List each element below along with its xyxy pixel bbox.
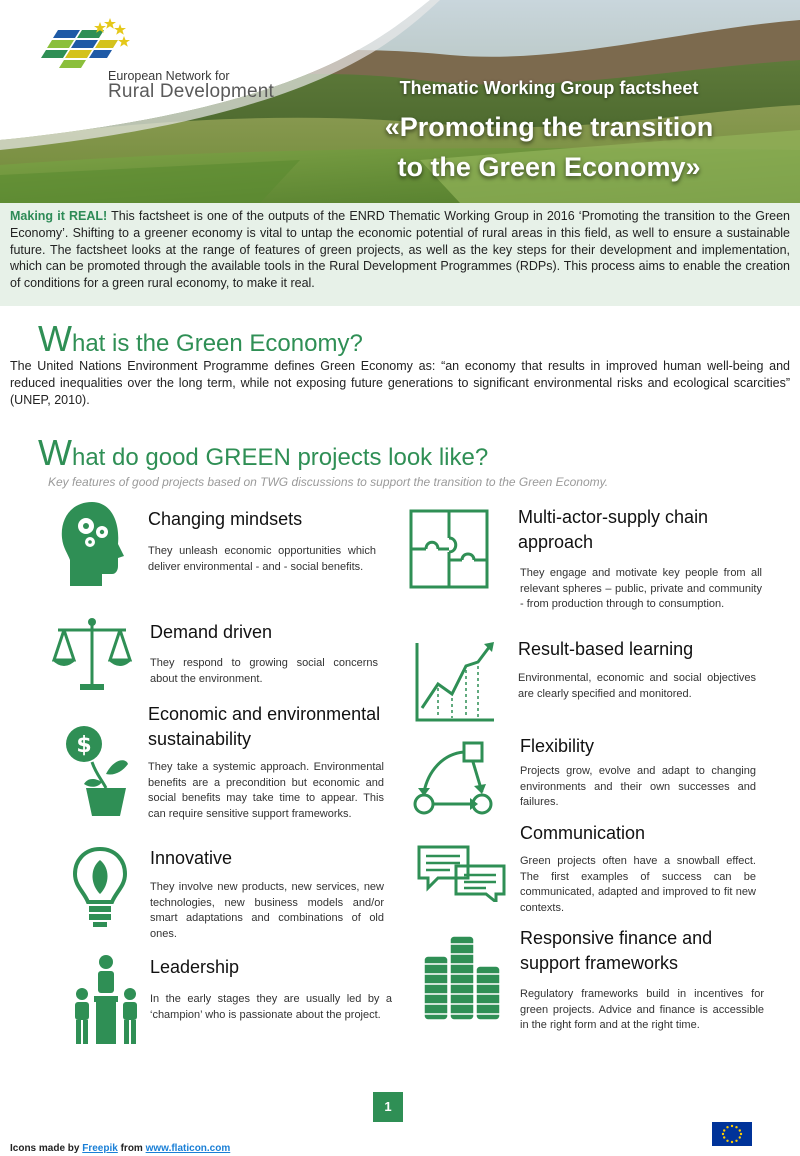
svg-text:$: $	[76, 733, 92, 758]
title-line-2: to the Green Economy»	[397, 152, 701, 182]
feature-title: Communication	[520, 823, 646, 843]
flow-cycle-icon	[412, 740, 494, 818]
growth-chart-icon	[414, 640, 496, 724]
feature-title: Leadership	[150, 957, 240, 977]
icon-credit	[10, 1143, 230, 1154]
feature-text: Environmental, economic and social objectives are clearly specified and monitored.	[518, 672, 756, 700]
puzzle-icon	[408, 508, 490, 590]
feature-text: They engage and motivate key people from all relevant spheres – public, private and community - from production through to consumption.	[520, 567, 762, 611]
section-heading-green-projects	[38, 432, 488, 474]
eu-flag-icon	[712, 1122, 752, 1146]
feature-title: Result-based learning	[518, 639, 694, 659]
leader-podium-icon	[72, 954, 140, 1046]
section-subtitle: Key features of good projects based on TWG discussions to support the transition to the Green Economy.	[48, 475, 609, 489]
section-heading-green-economy	[38, 318, 363, 360]
feature-text: In the early stages they are usually led by a ‘champion’ who is passionate about the project.	[150, 993, 392, 1021]
heading-rest: hat do good GREEN projects look like?	[71, 444, 489, 471]
feature-title: Multi-actor-supply chain approach	[518, 507, 709, 552]
page-number: 1	[373, 1092, 403, 1122]
intro-text: This factsheet is one of the outputs of the ENRD Thematic Working Group in 2016 ‘Promoting the transition to the Green Economy’. Shifting to a greener economy is vital to untap the economic potential of rural areas in this field, as well to ensure a sustainable future. The factsheet looks at the range of features of green projects, as well as the key steps for their development and implementation, which can be promoted through the available tools in the Rural Development Programmes (RDPs). This process aims to enable the creation of conditions for a green rural economy, to make it real.	[10, 209, 790, 291]
feature-title: Innovative	[150, 848, 233, 868]
factsheet-label: Thematic Working Group factsheet	[399, 78, 699, 98]
credit-prefix: Icons made by	[10, 1143, 83, 1154]
org-name-line2: Rural Development	[108, 81, 275, 102]
feature-text: They unleash economic opportunities which deliver environmental - and - social benefits.	[148, 545, 376, 573]
feature-text: They respond to growing social concerns about the environment.	[150, 657, 378, 685]
speech-bubbles-icon	[416, 844, 508, 902]
head-gears-icon	[58, 500, 128, 588]
header-banner	[0, 0, 800, 203]
money-plant-icon	[62, 722, 132, 818]
lightbulb-leaf-icon	[72, 846, 128, 928]
page-title	[340, 107, 758, 187]
scales-icon	[50, 614, 134, 698]
feature-text: Regulatory frameworks build in incentives for green projects. Advice and finance is accessible in the right form and at the right time.	[520, 988, 764, 1032]
title-line-1: «Promoting the transition	[384, 112, 714, 142]
intro-box	[0, 203, 800, 306]
intro-lead: Making it REAL!	[10, 209, 108, 223]
feature-title: Economic and environmental sustainability	[148, 704, 381, 749]
feature-title: Demand driven	[150, 622, 273, 642]
freepik-link[interactable]: Freepik	[82, 1143, 118, 1154]
heading-initial: W	[38, 318, 72, 359]
heading-initial: W	[38, 432, 72, 473]
feature-text: Green projects often have a snowball effect. The first examples of success can be communicated, adapted and improved to fit new contexts.	[520, 855, 756, 914]
feature-title: Responsive finance and support frameworks	[520, 928, 713, 973]
credit-mid: from	[117, 1143, 146, 1154]
feature-title: Changing mindsets	[148, 509, 303, 529]
feature-text: They take a systemic approach. Environmental benefits are a precondition but economic and social benefits may take time to appear. This can require sensitive support frameworks.	[148, 761, 384, 820]
heading-rest: hat is the Green Economy?	[71, 330, 363, 357]
feature-text: Projects grow, evolve and adapt to changing environments and their own successes and failures.	[520, 765, 756, 809]
org-name-line1: European Network for	[108, 69, 230, 83]
feature-title: Flexibility	[520, 736, 595, 756]
flaticon-link[interactable]: www.flaticon.com	[145, 1143, 231, 1154]
green-economy-definition: The United Nations Environment Programme defines Green Economy as: “an economy that results in improved human well-being and reduced inequalities over the long term, while not exposing future generations to significant environmental risks and ecological scarcities” (UNEP, 2010).	[10, 359, 790, 407]
coin-stacks-icon	[422, 930, 502, 1022]
feature-text: They involve new products, new services, new technologies, new business models and/or smart adaptations and combinations of old ones.	[150, 881, 384, 940]
